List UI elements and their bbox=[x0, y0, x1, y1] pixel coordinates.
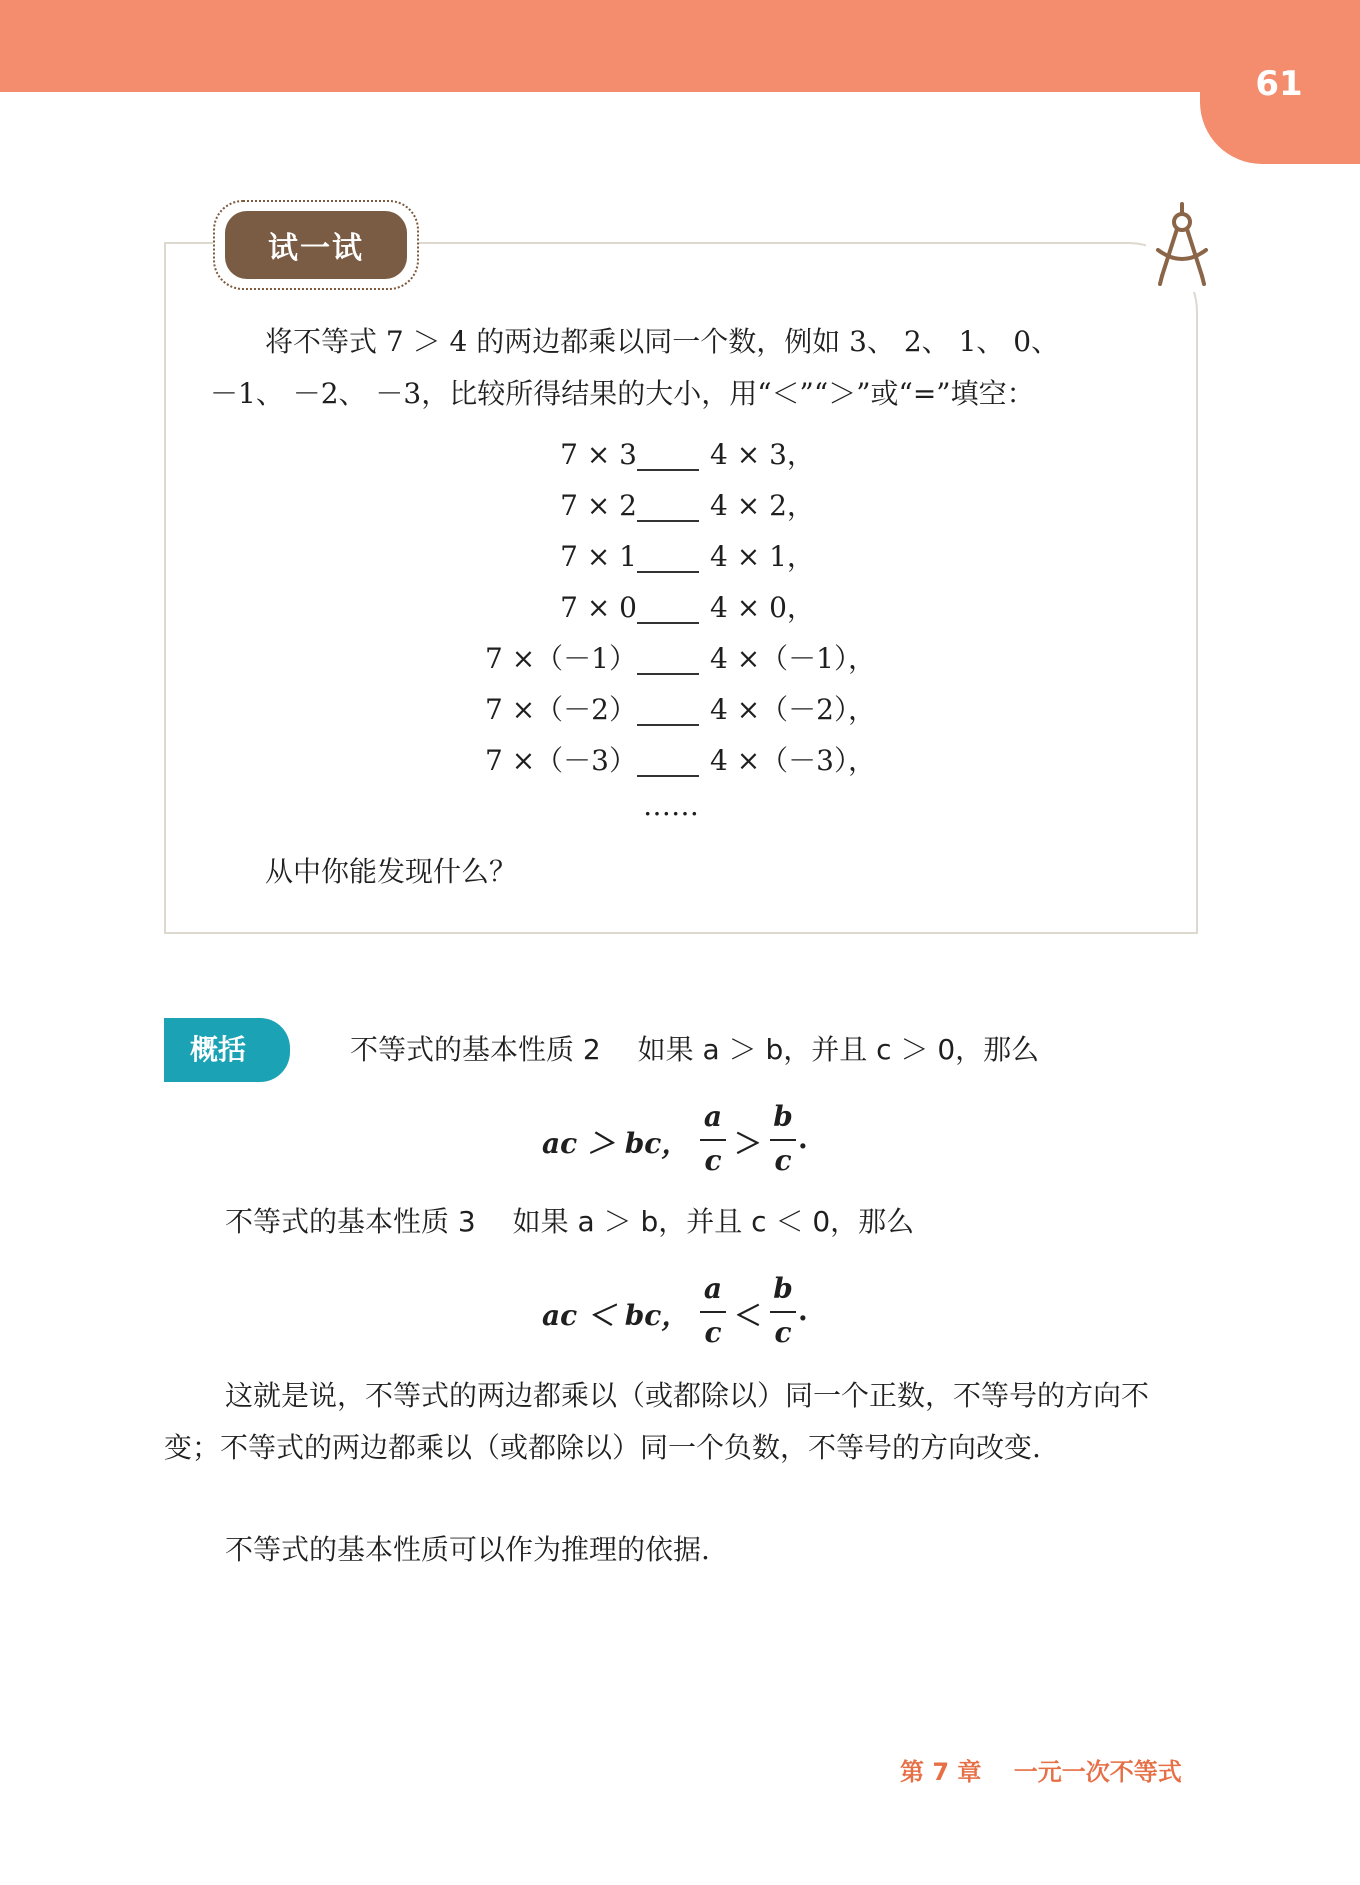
chapter-footer: 第 7 章 一元一次不等式 bbox=[900, 1758, 1182, 1786]
relation-symbol: ＞ bbox=[734, 1127, 763, 1160]
header-band bbox=[0, 0, 1360, 92]
fraction-denominator: c bbox=[774, 1316, 792, 1349]
page-number: 61 bbox=[1255, 64, 1303, 104]
equation-row bbox=[470, 585, 890, 631]
equation-row bbox=[470, 636, 890, 682]
equation-rhs: 4 ×（－1）， bbox=[710, 642, 876, 675]
explanation-line2: 变；不等式的两边都乘以（或都除以）同一个负数，不等号的方向改变. bbox=[164, 1431, 1041, 1464]
fraction-numerator: a bbox=[703, 1100, 723, 1133]
equation-rhs: 4 × 0， bbox=[710, 591, 815, 624]
try-it-badge bbox=[213, 200, 419, 290]
conclusion: 不等式的基本性质可以作为推理的依据. bbox=[225, 1533, 710, 1566]
formula-left: ac ＞ bc， bbox=[542, 1127, 690, 1160]
equation-row bbox=[470, 534, 890, 580]
property-3-formula bbox=[540, 1272, 808, 1352]
try-it-badge-label: 试一试 bbox=[225, 211, 407, 279]
equation-rhs: 4 × 3， bbox=[710, 438, 815, 471]
equation-lhs: 7 × 1 bbox=[560, 540, 637, 573]
equation-row bbox=[470, 687, 890, 733]
answer-blank[interactable] bbox=[637, 673, 699, 675]
equation-lhs: 7 ×（－2） bbox=[485, 693, 637, 726]
fraction-numerator: a bbox=[703, 1272, 723, 1305]
answer-blank[interactable] bbox=[637, 775, 699, 777]
property-2-label: 不等式的基本性质 2 bbox=[350, 1033, 601, 1066]
fraction-bar bbox=[770, 1139, 796, 1141]
try-it-intro-line2: －1、 －2、 －3，比较所得结果的大小，用“＜”“＞”或“=”填空： bbox=[210, 377, 1035, 410]
answer-blank[interactable] bbox=[637, 520, 699, 522]
fraction-numerator: b bbox=[773, 1100, 793, 1133]
fraction-denominator: c bbox=[774, 1144, 792, 1177]
fraction-denominator: c bbox=[704, 1316, 722, 1349]
fraction-bar bbox=[700, 1311, 726, 1313]
compass-icon bbox=[1146, 196, 1218, 292]
answer-blank[interactable] bbox=[637, 724, 699, 726]
formula-period: . bbox=[798, 1294, 808, 1327]
formula-period: . bbox=[798, 1122, 808, 1155]
equation-rhs: 4 ×（－3）， bbox=[710, 744, 876, 777]
equation-rhs: 4 ×（－2）， bbox=[710, 693, 876, 726]
property-3-condition: 如果 a ＞ b，并且 c ＜ 0，那么 bbox=[512, 1205, 915, 1238]
equation-lhs: 7 × 2 bbox=[560, 489, 637, 522]
summary-badge: 概括 bbox=[164, 1018, 290, 1082]
fraction-denominator: c bbox=[704, 1144, 722, 1177]
ellipsis: …… bbox=[643, 789, 699, 822]
fraction-bar bbox=[700, 1139, 726, 1141]
property-3-label: 不等式的基本性质 3 bbox=[225, 1205, 476, 1238]
explanation-line1: 这就是说，不等式的两边都乘以（或都除以）同一个正数，不等号的方向不 bbox=[225, 1379, 1150, 1412]
equation-rhs: 4 × 1， bbox=[710, 540, 815, 573]
equation-row bbox=[470, 432, 890, 478]
equation-row bbox=[470, 738, 890, 784]
property-2-condition: 如果 a ＞ b，并且 c ＞ 0，那么 bbox=[637, 1033, 1040, 1066]
try-it-intro-line1: 将不等式 7 ＞ 4 的两边都乘以同一个数，例如 3、 2、 1、 0、 bbox=[265, 325, 1060, 358]
property-2-formula bbox=[540, 1100, 808, 1180]
equation-row bbox=[470, 483, 890, 529]
answer-blank[interactable] bbox=[637, 469, 699, 471]
try-it-question: 从中你能发现什么？ bbox=[265, 855, 518, 888]
equation-lhs: 7 × 3 bbox=[560, 438, 637, 471]
property-2-statement bbox=[350, 1030, 1039, 1070]
equation-lhs: 7 ×（－3） bbox=[485, 744, 637, 777]
relation-symbol: ＜ bbox=[734, 1299, 763, 1332]
formula-left: ac ＜ bc， bbox=[542, 1299, 690, 1332]
fraction-bar bbox=[770, 1311, 796, 1313]
equation-rhs: 4 × 2， bbox=[710, 489, 815, 522]
equation-lhs: 7 × 0 bbox=[560, 591, 637, 624]
fraction-numerator: b bbox=[773, 1272, 793, 1305]
equation-lhs: 7 ×（－1） bbox=[485, 642, 637, 675]
answer-blank[interactable] bbox=[637, 571, 699, 573]
answer-blank[interactable] bbox=[637, 622, 699, 624]
property-3-statement bbox=[225, 1202, 914, 1242]
